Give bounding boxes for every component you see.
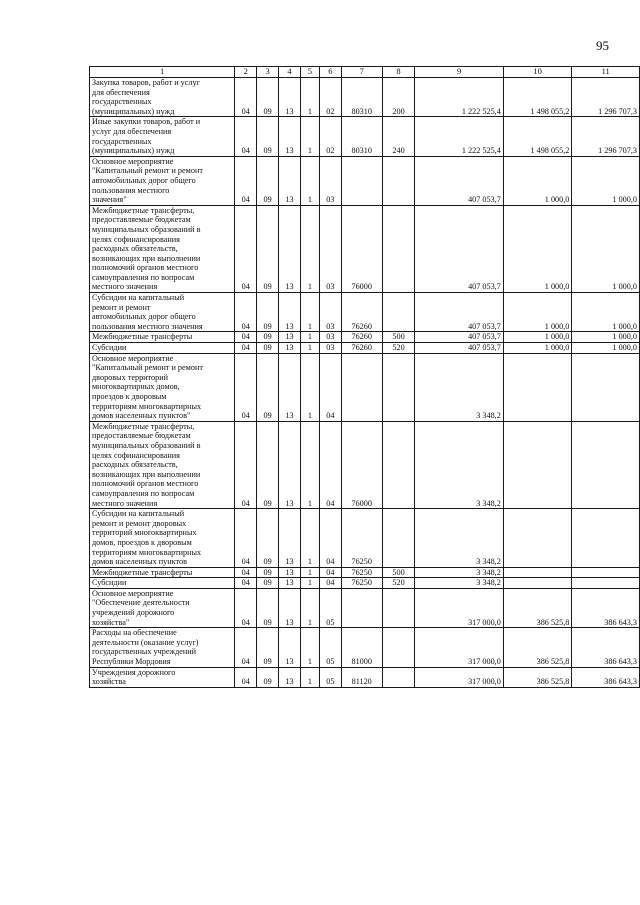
- cell-col-10: 1 498 055,2: [503, 117, 572, 156]
- cell-col-3: 09: [257, 156, 279, 205]
- table-row: [90, 293, 640, 332]
- cell-col-4: 13: [279, 588, 301, 627]
- cell-col-9: 407 053,7: [415, 293, 503, 332]
- cell-col-2: 04: [235, 156, 257, 205]
- cell-col-2: 04: [235, 293, 257, 332]
- cell-col-6: 03: [319, 332, 341, 343]
- cell-col-7: 76250: [341, 567, 382, 578]
- cell-col-3: 09: [257, 293, 279, 332]
- row-label: Иные закупки товаров, работ и услуг для обеспечения государственных (муниципальных) нужд: [90, 117, 235, 156]
- cell-col-11: [572, 421, 640, 508]
- cell-col-11: 1 296 707,3: [572, 117, 640, 156]
- cell-col-7: 76250: [341, 509, 382, 568]
- cell-col-8: [382, 421, 415, 508]
- cell-col-7: 76260: [341, 343, 382, 354]
- cell-col-10: [503, 421, 572, 508]
- cell-col-8: [382, 156, 415, 205]
- cell-col-5: 1: [300, 332, 319, 343]
- cell-col-5: 1: [300, 205, 319, 292]
- cell-col-3: 09: [257, 332, 279, 343]
- table-row: [90, 117, 640, 156]
- table-row: [90, 343, 640, 354]
- cell-col-11: [572, 353, 640, 421]
- table-row: [90, 578, 640, 589]
- table-row: [90, 628, 640, 667]
- cell-col-3: 09: [257, 205, 279, 292]
- cell-col-7: 76000: [341, 205, 382, 292]
- cell-col-6: 02: [319, 78, 341, 117]
- cell-col-2: 04: [235, 509, 257, 568]
- cell-col-10: 1 498 055,2: [503, 78, 572, 117]
- cell-col-9: 407 053,7: [415, 343, 503, 354]
- column-header: 11: [572, 67, 640, 78]
- cell-col-7: [341, 353, 382, 421]
- column-header: 5: [300, 67, 319, 78]
- cell-col-4: 13: [279, 332, 301, 343]
- cell-col-8: 520: [382, 578, 415, 589]
- cell-col-8: 240: [382, 117, 415, 156]
- cell-col-4: 13: [279, 353, 301, 421]
- cell-col-5: 1: [300, 117, 319, 156]
- cell-col-10: 1 000,0: [503, 205, 572, 292]
- cell-col-2: 04: [235, 117, 257, 156]
- cell-col-6: 05: [319, 628, 341, 667]
- budget-table: [89, 66, 640, 688]
- cell-col-2: 04: [235, 332, 257, 343]
- row-label: Расходы на обеспечение деятельности (оказание услуг) государственных учреждений Республики Мордовия: [90, 628, 235, 667]
- cell-col-6: 03: [319, 293, 341, 332]
- table-row: [90, 353, 640, 421]
- cell-col-8: 500: [382, 567, 415, 578]
- cell-col-4: 13: [279, 117, 301, 156]
- cell-col-7: 81120: [341, 667, 382, 687]
- table-row: [90, 332, 640, 343]
- cell-col-3: 09: [257, 343, 279, 354]
- cell-col-7: 80310: [341, 78, 382, 117]
- row-label: Учреждения дорожного хозяйства: [90, 667, 235, 687]
- cell-col-9: 1 222 525,4: [415, 117, 503, 156]
- cell-col-7: 76260: [341, 332, 382, 343]
- cell-col-9: 317 000,0: [415, 588, 503, 627]
- cell-col-8: [382, 667, 415, 687]
- cell-col-5: 1: [300, 567, 319, 578]
- cell-col-10: 1 000,0: [503, 332, 572, 343]
- cell-col-6: 04: [319, 353, 341, 421]
- cell-col-3: 09: [257, 78, 279, 117]
- cell-col-4: 13: [279, 509, 301, 568]
- cell-col-6: 04: [319, 509, 341, 568]
- cell-col-7: [341, 156, 382, 205]
- cell-col-5: 1: [300, 421, 319, 508]
- cell-col-4: 13: [279, 343, 301, 354]
- cell-col-7: 76250: [341, 578, 382, 589]
- row-label: Закупка товаров, работ и услуг для обеспечения государственных (муниципальных) нужд: [90, 78, 235, 117]
- cell-col-3: 09: [257, 588, 279, 627]
- cell-col-11: [572, 509, 640, 568]
- cell-col-5: 1: [300, 343, 319, 354]
- cell-col-11: 1 296 707,3: [572, 78, 640, 117]
- cell-col-10: 386 525,8: [503, 588, 572, 627]
- row-label: Межбюджетные трансферты, предоставляемые бюджетам муниципальных образований в целях софинансирования расходных обязательств, возникающих при выполнении полномочий органов местного самоуправления по вопросам местного значения: [90, 205, 235, 292]
- cell-col-3: 09: [257, 117, 279, 156]
- cell-col-9: 3 348,2: [415, 421, 503, 508]
- cell-col-9: 317 000,0: [415, 628, 503, 667]
- cell-col-8: 500: [382, 332, 415, 343]
- cell-col-11: 1 000,0: [572, 343, 640, 354]
- cell-col-5: 1: [300, 667, 319, 687]
- cell-col-5: 1: [300, 588, 319, 627]
- cell-col-10: 386 525,8: [503, 628, 572, 667]
- cell-col-6: 03: [319, 343, 341, 354]
- cell-col-2: 04: [235, 588, 257, 627]
- row-label: Субсидии: [90, 343, 235, 354]
- cell-col-10: [503, 578, 572, 589]
- cell-col-11: 1 000,0: [572, 156, 640, 205]
- cell-col-10: [503, 567, 572, 578]
- cell-col-3: 09: [257, 353, 279, 421]
- cell-col-3: 09: [257, 628, 279, 667]
- cell-col-8: [382, 588, 415, 627]
- cell-col-4: 13: [279, 293, 301, 332]
- table-row: [90, 588, 640, 627]
- row-label: Основное мероприятие "Обеспечение деятельности учреждений дорожного хозяйства": [90, 588, 235, 627]
- cell-col-2: 04: [235, 667, 257, 687]
- cell-col-11: [572, 567, 640, 578]
- cell-col-6: 02: [319, 117, 341, 156]
- cell-col-7: 76260: [341, 293, 382, 332]
- cell-col-4: 13: [279, 421, 301, 508]
- cell-col-5: 1: [300, 293, 319, 332]
- cell-col-9: 3 348,2: [415, 509, 503, 568]
- cell-col-6: 03: [319, 156, 341, 205]
- cell-col-9: 407 053,7: [415, 156, 503, 205]
- cell-col-3: 09: [257, 421, 279, 508]
- cell-col-11: 1 000,0: [572, 332, 640, 343]
- cell-col-4: 13: [279, 578, 301, 589]
- cell-col-2: 04: [235, 353, 257, 421]
- cell-col-10: 1 000,0: [503, 343, 572, 354]
- row-label: Субсидии на капитальный ремонт и ремонт дворовых территорий многоквартирных домов, проездов к дворовым территориям многоквартирных домов населенных пунктов: [90, 509, 235, 568]
- cell-col-4: 13: [279, 667, 301, 687]
- cell-col-8: [382, 205, 415, 292]
- column-header: 8: [382, 67, 415, 78]
- table-row: [90, 421, 640, 508]
- row-label: Межбюджетные трансферты, предоставляемые бюджетам муниципальных образований в целях софинансирования расходных обязательств, возникающих при выполнении полномочий органов местного самоуправления по вопросам местного значения: [90, 421, 235, 508]
- cell-col-2: 04: [235, 628, 257, 667]
- table-header-row: [90, 67, 640, 78]
- table-row: [90, 509, 640, 568]
- cell-col-3: 09: [257, 567, 279, 578]
- cell-col-11: 386 643,3: [572, 667, 640, 687]
- row-label: Основное мероприятие "Капитальный ремонт и ремонт автомобильных дорог общего пользования местного значения": [90, 156, 235, 205]
- cell-col-5: 1: [300, 78, 319, 117]
- row-label: Межбюджетные трансферты: [90, 567, 235, 578]
- cell-col-2: 04: [235, 343, 257, 354]
- table-body: [90, 67, 640, 688]
- column-header: 9: [415, 67, 503, 78]
- row-label: Субсидии на капитальный ремонт и ремонт автомобильных дорог общего пользования местного значения: [90, 293, 235, 332]
- row-label: Субсидии: [90, 578, 235, 589]
- cell-col-8: [382, 628, 415, 667]
- table-row: [90, 156, 640, 205]
- cell-col-10: 1 000,0: [503, 156, 572, 205]
- cell-col-6: 04: [319, 567, 341, 578]
- column-header: 3: [257, 67, 279, 78]
- cell-col-8: [382, 353, 415, 421]
- cell-col-9: 3 348,2: [415, 353, 503, 421]
- cell-col-3: 09: [257, 667, 279, 687]
- cell-col-4: 13: [279, 567, 301, 578]
- cell-col-11: 386 643,3: [572, 588, 640, 627]
- cell-col-2: 04: [235, 578, 257, 589]
- column-header: 2: [235, 67, 257, 78]
- cell-col-11: [572, 578, 640, 589]
- cell-col-8: 520: [382, 343, 415, 354]
- cell-col-5: 1: [300, 509, 319, 568]
- cell-col-5: 1: [300, 156, 319, 205]
- cell-col-4: 13: [279, 156, 301, 205]
- column-header: 7: [341, 67, 382, 78]
- table-row: [90, 205, 640, 292]
- cell-col-10: 386 525,8: [503, 667, 572, 687]
- cell-col-4: 13: [279, 205, 301, 292]
- row-label: Основное мероприятие "Капитальный ремонт и ремонт дворовых территорий многоквартирных домов, проездов к дворовым территориям многоквартирных домов населенных пунктов": [90, 353, 235, 421]
- cell-col-11: 1 000,0: [572, 205, 640, 292]
- cell-col-9: 317 000,0: [415, 667, 503, 687]
- cell-col-9: 407 053,7: [415, 332, 503, 343]
- column-header: 1: [90, 67, 235, 78]
- cell-col-8: 200: [382, 78, 415, 117]
- cell-col-6: 03: [319, 205, 341, 292]
- cell-col-2: 04: [235, 78, 257, 117]
- cell-col-7: 76000: [341, 421, 382, 508]
- column-header: 6: [319, 67, 341, 78]
- cell-col-6: 04: [319, 578, 341, 589]
- page-number: 95: [596, 38, 609, 53]
- row-label: Межбюджетные трансферты: [90, 332, 235, 343]
- cell-col-2: 04: [235, 567, 257, 578]
- cell-col-8: [382, 509, 415, 568]
- cell-col-5: 1: [300, 628, 319, 667]
- cell-col-10: [503, 353, 572, 421]
- cell-col-7: 81000: [341, 628, 382, 667]
- cell-col-6: 05: [319, 667, 341, 687]
- cell-col-7: [341, 588, 382, 627]
- cell-col-7: 80310: [341, 117, 382, 156]
- cell-col-4: 13: [279, 628, 301, 667]
- cell-col-2: 04: [235, 421, 257, 508]
- cell-col-11: 386 643,3: [572, 628, 640, 667]
- cell-col-11: 1 000,0: [572, 293, 640, 332]
- cell-col-10: [503, 509, 572, 568]
- cell-col-3: 09: [257, 509, 279, 568]
- cell-col-9: 3 348,2: [415, 578, 503, 589]
- table-row: [90, 667, 640, 687]
- table-row: [90, 78, 640, 117]
- cell-col-8: [382, 293, 415, 332]
- cell-col-3: 09: [257, 578, 279, 589]
- cell-col-9: 3 348,2: [415, 567, 503, 578]
- cell-col-5: 1: [300, 353, 319, 421]
- cell-col-9: 407 053,7: [415, 205, 503, 292]
- cell-col-6: 04: [319, 421, 341, 508]
- cell-col-5: 1: [300, 578, 319, 589]
- cell-col-2: 04: [235, 205, 257, 292]
- column-header: 10: [503, 67, 572, 78]
- cell-col-10: 1 000,0: [503, 293, 572, 332]
- cell-col-6: 05: [319, 588, 341, 627]
- cell-col-4: 13: [279, 78, 301, 117]
- cell-col-9: 1 222 525,4: [415, 78, 503, 117]
- column-header: 4: [279, 67, 301, 78]
- table-row: [90, 567, 640, 578]
